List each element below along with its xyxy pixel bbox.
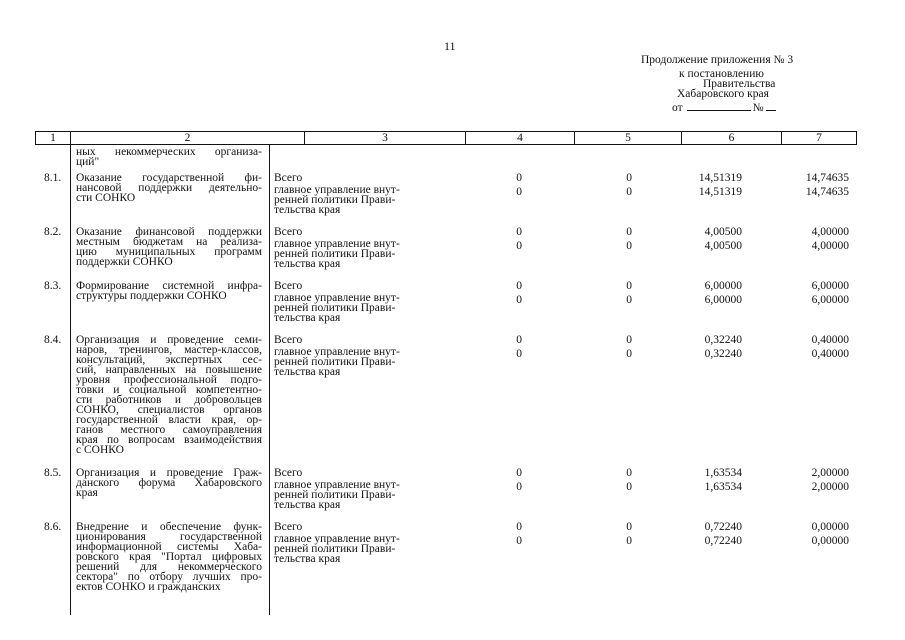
row-description-line: информационной системы Хаба-	[76, 541, 262, 553]
column-divider-right	[269, 145, 270, 615]
agency-name-line: тельства края	[274, 499, 341, 511]
total-value: 6,00000	[704, 280, 742, 292]
agency-value: 4,00000	[811, 240, 849, 252]
row-description-line: Оказание государственной фи-	[76, 172, 262, 184]
agency-value: 0,72240	[704, 535, 742, 547]
total-value: 0	[626, 467, 632, 479]
total-value: 0,40000	[811, 334, 849, 346]
row-description-line: уровня профессиональной подго-	[76, 374, 262, 386]
agency-value: 0	[516, 240, 522, 252]
carryover-line: ций"	[76, 156, 100, 168]
total-value: 0	[516, 521, 522, 533]
column-header-5: 5	[625, 132, 631, 144]
agency-name-line: тельства края	[274, 312, 341, 324]
row-description-line: структуры поддержки СОНКО	[76, 290, 227, 302]
agency-value: 0,32240	[704, 348, 742, 360]
row-description-line: консультаций, экспертных сес-	[76, 354, 262, 366]
row-description-line: края	[76, 487, 98, 499]
carryover-line: ных некоммерческих организа-	[76, 146, 262, 158]
total-value: 0	[516, 280, 522, 292]
row-number: 8.4.	[44, 334, 62, 346]
row-description-line: Формирование системной инфра-	[76, 280, 262, 292]
row-description-line: сектора" по отбору лучших про-	[76, 571, 262, 583]
total-value: 0	[516, 467, 522, 479]
agency-value: 14,74635	[805, 186, 849, 198]
total-label: Всего	[274, 467, 303, 479]
total-value: 14,51319	[698, 172, 742, 184]
agency-name-line: главное управление внут-	[274, 479, 400, 491]
agency-name-line: ренней политики Прави-	[274, 489, 396, 501]
agency-name-line: ренней политики Прави-	[274, 302, 396, 314]
column-header-1: 1	[50, 132, 56, 144]
total-value: 0	[626, 280, 632, 292]
agency-value: 14,51319	[698, 186, 742, 198]
agency-value: 0	[516, 535, 522, 547]
total-value: 4,00000	[811, 226, 849, 238]
row-description-line: сти работников и добровольцев	[76, 394, 262, 406]
row-description-line: с СОНКО	[76, 444, 124, 456]
header-line-1: Продолжение приложения № 3	[641, 54, 794, 66]
agency-name-line: главное управление внут-	[274, 533, 400, 545]
column-header-4: 4	[517, 132, 523, 144]
agency-name-line: главное управление внут-	[274, 238, 400, 250]
total-value: 0	[626, 172, 632, 184]
agency-value: 2,00000	[811, 481, 849, 493]
row-description-line: товки и социальной компетентно-	[76, 384, 262, 396]
header-line-5	[672, 101, 778, 114]
agency-value: 0,40000	[811, 348, 849, 360]
total-label: Всего	[274, 334, 303, 346]
total-value: 1,63534	[704, 467, 742, 479]
agency-value: 0	[516, 294, 522, 306]
row-number: 8.6.	[44, 521, 62, 533]
column-header-3: 3	[382, 132, 388, 144]
agency-value: 0	[516, 348, 522, 360]
row-number: 8.2.	[44, 226, 62, 238]
agency-value: 6,00000	[811, 294, 849, 306]
row-description-line: наров, тренингов, мастер-классов,	[76, 344, 262, 356]
column-header-6: 6	[728, 132, 735, 144]
total-value: 0,32240	[704, 334, 742, 346]
agency-name-line: ренней политики Прави-	[274, 194, 396, 206]
agency-value: 1,63534	[704, 481, 742, 493]
agency-name-line: главное управление внут-	[274, 184, 400, 196]
row-description-line: Оказание финансовой поддержки	[76, 226, 262, 238]
header-line-3: Правительства	[703, 78, 776, 90]
row-description-line: ровского края "Портал цифровых	[76, 551, 262, 563]
row-description-line: цию муниципальных программ	[76, 246, 262, 258]
agency-name-line: тельства края	[274, 366, 341, 378]
agency-value: 0	[626, 186, 632, 198]
agency-name-line: тельства края	[274, 258, 341, 270]
agency-value: 0	[626, 294, 632, 306]
row-description-line: сти СОНКО	[76, 192, 136, 204]
row-number: 8.1.	[44, 172, 62, 184]
agency-name-line: ренней политики Прави-	[274, 248, 396, 260]
row-description-line: СОНКО, специалистов органов	[76, 404, 262, 416]
agency-name-line: главное управление внут-	[274, 346, 400, 358]
agency-value: 0,00000	[811, 535, 849, 547]
row-description-line: данского форума Хабаровского	[76, 477, 262, 489]
column-header-row	[35, 131, 857, 145]
row-description-line: Внедрение и обеспечение функ-	[76, 521, 262, 533]
agency-name-line: главное управление внут-	[274, 292, 400, 304]
total-value: 0,72240	[704, 521, 742, 533]
agency-value: 0	[626, 481, 632, 493]
column-header-2: 2	[184, 132, 191, 144]
agency-value: 0	[516, 186, 522, 198]
total-value: 0	[516, 334, 522, 346]
row-description-line: государственной власти края, ор-	[76, 414, 262, 426]
total-value: 0	[626, 521, 632, 533]
row-description-line: поддержки СОНКО	[76, 256, 173, 268]
row-description-line: Организация и проведение семи-	[76, 334, 262, 346]
total-value: 0	[516, 172, 522, 184]
agency-name-line: ренней политики Прави-	[274, 356, 396, 368]
column-divider-left	[70, 145, 71, 615]
row-description-line: Организация и проведение Граж-	[76, 467, 262, 479]
header-line-2: к постановлению	[679, 68, 764, 80]
row-description-line: края по вопросам взаимодействия	[76, 434, 262, 446]
row-description-line: ганов местного самоуправления	[76, 424, 262, 436]
total-label: Всего	[274, 280, 303, 292]
row-description-line: ектов СОНКО и гражданских	[76, 581, 221, 593]
total-value: 0	[626, 226, 632, 238]
row-description-line: нансовой поддержки деятельно-	[76, 182, 262, 194]
total-value: 6,00000	[811, 280, 849, 292]
agency-value: 0	[626, 240, 632, 252]
agency-name-line: тельства края	[274, 553, 341, 565]
row-description-line: ционирования государственной	[76, 531, 262, 543]
agency-value: 0	[516, 481, 522, 493]
agency-name-line: тельства края	[274, 204, 341, 216]
total-value: 2,00000	[811, 467, 849, 479]
number-blank	[766, 101, 776, 111]
page-number: 11	[444, 39, 456, 53]
header-date-prefix: от	[672, 102, 683, 114]
header-line-4: Хабаровского края	[677, 88, 769, 100]
row-description-line: решений для некоммерческого	[76, 561, 262, 573]
agency-name-line: ренней политики Прави-	[274, 543, 396, 555]
total-label: Всего	[274, 226, 303, 238]
total-label: Всего	[274, 172, 303, 184]
header-number-sign: №	[752, 102, 764, 114]
total-value: 4,00500	[704, 226, 742, 238]
row-description-line: сий, направленных на повышение	[76, 364, 262, 376]
total-label: Всего	[274, 521, 303, 533]
agency-value: 6,00000	[704, 294, 742, 306]
total-value: 14,74635	[805, 172, 849, 184]
agency-value: 4,00500	[704, 240, 742, 252]
column-header-7: 7	[816, 132, 822, 144]
total-value: 0,00000	[811, 521, 849, 533]
row-number: 8.5.	[44, 467, 62, 479]
row-description-line: местным бюджетам на реализа-	[76, 236, 262, 248]
agency-value: 0	[626, 348, 632, 360]
date-blank	[687, 101, 751, 111]
agency-value: 0	[626, 535, 632, 547]
row-number: 8.3.	[44, 280, 62, 292]
total-value: 0	[516, 226, 522, 238]
total-value: 0	[626, 334, 632, 346]
